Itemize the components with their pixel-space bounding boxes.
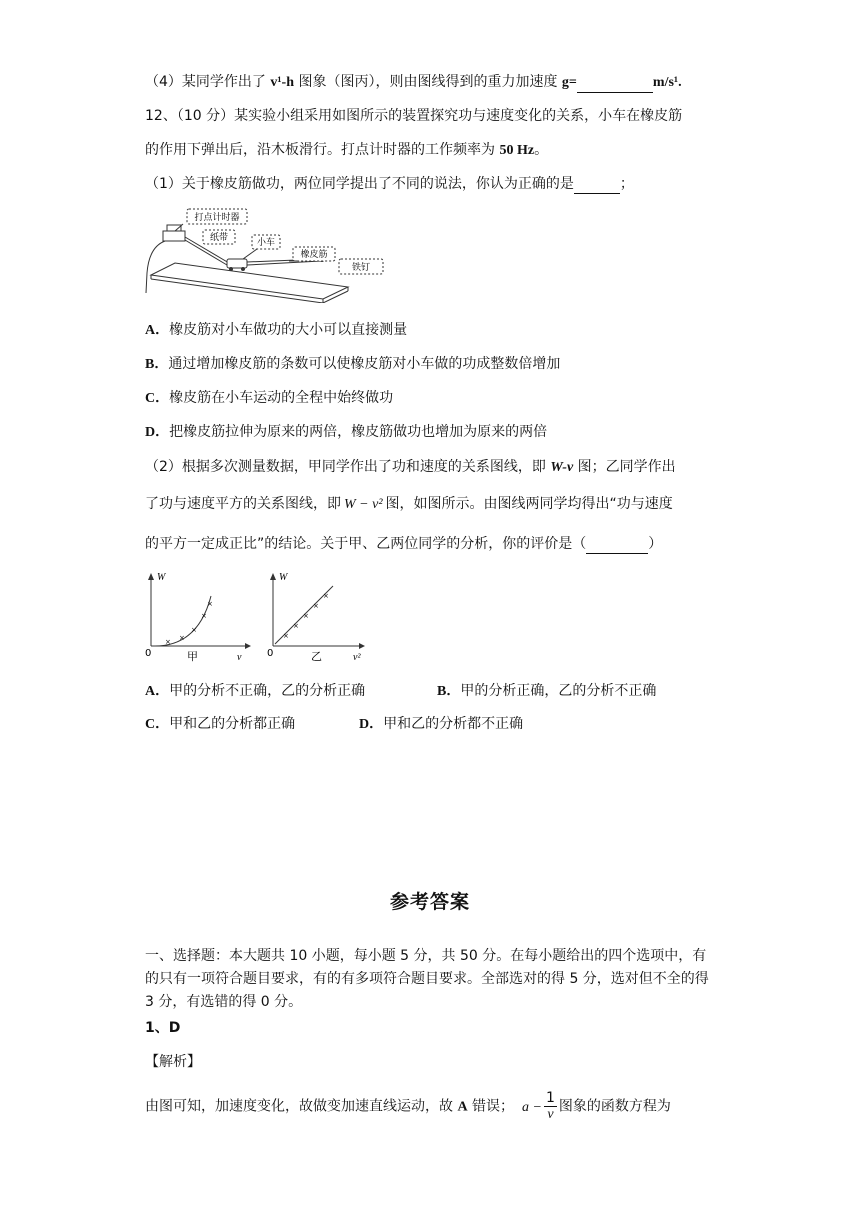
answer-q1: 1、D (145, 1020, 181, 1036)
label-timer: 打点计时器 (194, 213, 240, 223)
graph-jia-ylabel: W (157, 572, 166, 583)
q4-unit: m/s¹. (652, 75, 682, 90)
q12-part2-blank[interactable] (586, 537, 648, 554)
q12-part1-end: ； (619, 176, 634, 192)
q12-part2-line2: 了功与速度平方的关系图线，即 W − v² 图，如图所示。由图线两同学均得出“功与速度 (145, 496, 673, 512)
label-tape: 纸带 (209, 233, 229, 243)
graph-yi-origin: 0 (267, 648, 274, 659)
graph-yi-caption: 乙 (311, 650, 322, 663)
graph-yi-xlabel: v² (353, 652, 361, 663)
q4-prefix: （4）某同学作出了 (145, 74, 271, 90)
graph-jia (143, 570, 253, 665)
wv2-label: W − v² (344, 497, 383, 512)
answer-title: 参考答案 (389, 891, 470, 913)
q12-line1: 12、（10 分）某实验小组采用如图所示的装置探究功与速度变化的关系，小车在橡皮筋 (145, 108, 683, 124)
graph-jia-xlabel: v (237, 652, 242, 663)
q12-freq: 50 Hz (499, 143, 535, 158)
graph-yi-point: × (313, 602, 319, 610)
wv-label: W-v (550, 460, 574, 475)
timer-block (163, 231, 185, 241)
option2-c[interactable]: C．甲和乙的分析都正确 (145, 716, 296, 732)
graph-yi-point: × (283, 632, 289, 640)
label-cart: 小车 (256, 238, 276, 248)
graph-jia-point: × (179, 634, 185, 642)
q12-line2-text: 的作用下弹出后，沿木板滑行。打点计时器的工作频率为 (145, 142, 500, 158)
q4-line (145, 72, 682, 93)
graph-jia-point: × (191, 626, 197, 634)
graph-jia-point: × (165, 638, 171, 646)
option2-a[interactable]: A．甲的分析不正确，乙的分析正确 (145, 683, 366, 699)
option1-a[interactable]: A．橡皮筋对小车做功的大小可以直接测量 (145, 322, 408, 338)
q12-part2-line1: （2）根据多次测量数据，甲同学作出了功和速度的关系图线，即 W-v 图；乙同学作出 (145, 459, 676, 475)
apparatus-figure (143, 203, 393, 303)
answer-intro: 一、选择题：本大题共 10 小题，每小题 5 分，共 50 分。在每小题给出的四个选项中，有的只有一项符合题目要求，有的有多项符合题目要求。全部选对的得 5 分，选对但不全的得 3 分，有选错的得 0 分。 (145, 948, 709, 1010)
frac-prefix: a − (522, 1099, 542, 1115)
option2-b[interactable]: B．甲的分析正确，乙的分析不正确 (437, 683, 657, 699)
q12-part1-text: （1）关于橡皮筋做功，两位同学提出了不同的说法，你认为正确的是 (145, 176, 574, 192)
label-nail: 铁钉 (351, 263, 371, 273)
graph-yi (265, 570, 375, 665)
cart-shape (227, 259, 247, 268)
graph-jia-point: × (201, 612, 207, 620)
option1-b[interactable]: B．通过增加橡皮筋的条数可以使橡皮筋对小车做的功成整数倍增加 (145, 356, 561, 372)
graph-jia-origin: 0 (145, 648, 152, 659)
option1-d[interactable]: D．把橡皮筋拉伸为原来的两倍，橡皮筋做功也增加为原来的两倍 (145, 424, 548, 440)
q12-part1 (145, 174, 634, 194)
board-top (151, 263, 348, 299)
label-rubber: 橡皮筋 (300, 250, 328, 260)
graph-yi-point: × (293, 622, 299, 630)
q12-line2 (145, 140, 548, 161)
q12-part2-line3: 的平方一定成正比”的结论。关于甲、乙两位同学的分析，你的评价是（ ） (145, 536, 663, 552)
q4-mid: 图象（图丙），则由图线得到的重力加速度 (294, 74, 562, 90)
graph-jia-caption: 甲 (187, 650, 198, 663)
graph-yi-point: × (323, 592, 329, 600)
q12-part1-blank[interactable] (574, 177, 620, 194)
option1-c[interactable]: C．橡皮筋在小车运动的全程中始终做功 (145, 390, 394, 406)
option2-d[interactable]: D．甲和乙的分析都不正确 (359, 716, 524, 732)
analysis-label: 【解析】 (145, 1054, 201, 1070)
fraction-1-over-v: $\frac{1}{v}$ (545, 1090, 555, 1122)
q4-answer-blank[interactable] (577, 76, 653, 93)
graph-jia-point: × (207, 600, 213, 608)
graph-yi-ylabel: W (279, 572, 288, 583)
analysis-text: 由图可知，加速度变化，故做变加速直线运动，故 A 错误； a − $\frac{1}{v}$ 图象的函数方程为 (145, 1090, 671, 1122)
q4-g: g= (561, 75, 577, 90)
q12-line2-end: 。 (534, 142, 549, 158)
q4-var: v¹-h (270, 75, 295, 90)
graph-yi-point: × (303, 612, 309, 620)
